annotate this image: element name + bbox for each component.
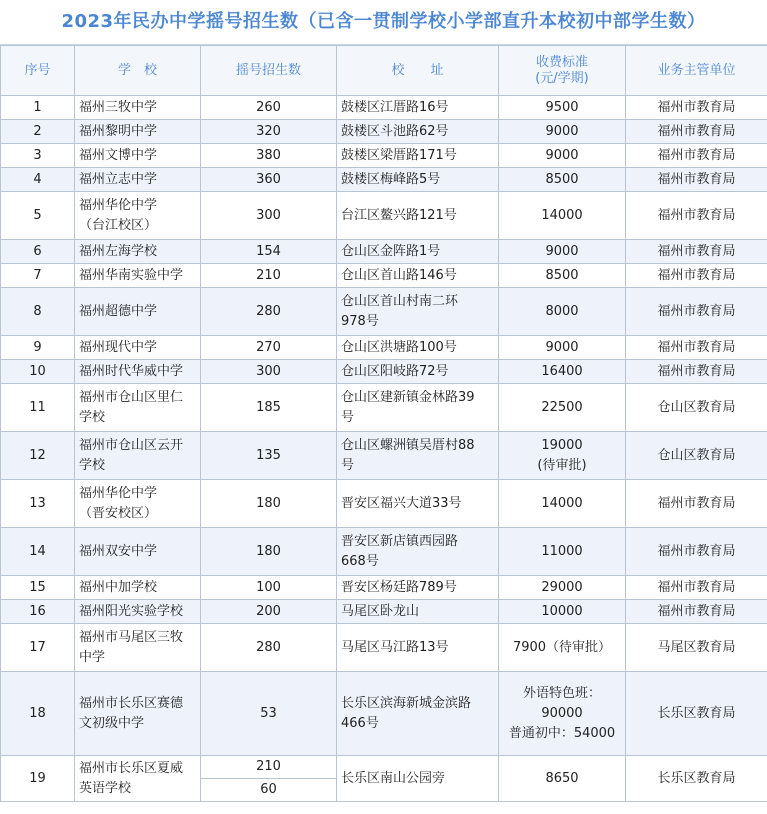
header-fee-line2: (元/学期) [535, 70, 589, 86]
header-school: 学 校 [75, 46, 201, 96]
cell-no: 6 [1, 240, 75, 264]
fee-line: 11000 [541, 543, 583, 559]
cell-quota: 185 [201, 384, 337, 432]
table-row [1, 756, 767, 779]
address-line: 仓山区金阵路1号 [341, 243, 441, 259]
cell-quota: 200 [201, 600, 337, 624]
cell-fee [499, 120, 626, 144]
school-line: 福州超德中学 [79, 303, 158, 319]
table-row [1, 240, 767, 264]
cell-quota: 210 [201, 264, 337, 288]
address-line: 长乐区滨海新城金滨路 [341, 695, 472, 711]
cell-quota: 60 [201, 779, 337, 802]
cell-fee [499, 336, 626, 360]
school-line: （台江校区） [79, 217, 158, 233]
cell-fee [499, 192, 626, 240]
fee-line: 22500 [541, 399, 583, 415]
address-line: 668号 [341, 553, 379, 569]
cell-address [337, 624, 499, 672]
cell-address: 长乐区南山公园旁 [337, 756, 499, 802]
address-line: 466号 [341, 715, 379, 731]
cell-fee [499, 600, 626, 624]
cell-authority: 福州市教育局 [626, 192, 767, 240]
cell-school [75, 528, 201, 576]
cell-fee [499, 384, 626, 432]
cell-quota: 180 [201, 528, 337, 576]
cell-quota: 100 [201, 576, 337, 600]
school-line: 福州三牧中学 [79, 99, 158, 115]
cell-school [75, 144, 201, 168]
cell-school [75, 576, 201, 600]
cell-authority: 福州市教育局 [626, 288, 767, 336]
school-line: 福州市长乐区夏威 [79, 760, 184, 776]
fee-line: (待审批) [537, 457, 587, 473]
address-line: 仓山区首山路146号 [341, 267, 457, 283]
school-line: 福州华南实验中学 [79, 267, 184, 283]
cell-school [75, 192, 201, 240]
table-row [1, 480, 767, 528]
table-row [1, 576, 767, 600]
school-line: 福州文博中学 [79, 147, 158, 163]
school-line: 中学 [79, 649, 106, 665]
address-line: 鼓楼区梁厝路171号 [341, 147, 457, 163]
cell-quota: 53 [201, 672, 337, 756]
cell-school [75, 756, 201, 802]
address-line: 马尾区卧龙山 [341, 603, 420, 619]
cell-fee [499, 672, 626, 756]
cell-address [337, 360, 499, 384]
cell-quota: 270 [201, 336, 337, 360]
address-line: 台江区鳌兴路121号 [341, 207, 457, 223]
cell-address [337, 288, 499, 336]
fee-line: 10000 [541, 603, 583, 619]
cell-address [337, 384, 499, 432]
school-line: 福州左海学校 [79, 243, 158, 259]
cell-fee [499, 288, 626, 336]
address-line: 马尾区马江路13号 [341, 639, 449, 655]
cell-school [75, 336, 201, 360]
table-row [1, 672, 767, 756]
school-line: 福州黎明中学 [79, 123, 158, 139]
cell-no: 12 [1, 432, 75, 480]
school-line: 福州阳光实验学校 [79, 603, 184, 619]
school-line: 福州市仓山区里仁 [79, 389, 184, 405]
cell-authority: 福州市教育局 [626, 600, 767, 624]
cell-no: 2 [1, 120, 75, 144]
cell-quota: 210 [201, 756, 337, 779]
cell-fee [499, 576, 626, 600]
fee-line: 8000 [545, 303, 579, 319]
school-line: 福州现代中学 [79, 339, 158, 355]
cell-school [75, 384, 201, 432]
cell-authority: 长乐区教育局 [626, 672, 767, 756]
header-authority: 业务主管单位 [626, 46, 767, 96]
cell-authority: 福州市教育局 [626, 240, 767, 264]
cell-quota: 154 [201, 240, 337, 264]
cell-authority: 福州市教育局 [626, 360, 767, 384]
cell-quota: 280 [201, 624, 337, 672]
table-row [1, 288, 767, 336]
cell-authority: 仓山区教育局 [626, 432, 767, 480]
school-line: 英语学校 [79, 780, 132, 796]
cell-address [337, 432, 499, 480]
cell-authority: 仓山区教育局 [626, 384, 767, 432]
cell-authority: 长乐区教育局 [626, 756, 767, 802]
cell-fee [499, 144, 626, 168]
cell-quota: 380 [201, 144, 337, 168]
cell-address [337, 192, 499, 240]
cell-school [75, 600, 201, 624]
table-row [1, 96, 767, 120]
address-line: 仓山区建新镇金林路39 [341, 389, 475, 405]
table-row [1, 120, 767, 144]
fee-line: 普通初中：54000 [508, 725, 616, 741]
cell-school [75, 480, 201, 528]
school-line: 福州华伦中学 [79, 197, 158, 213]
cell-no: 19 [1, 756, 75, 802]
cell-quota: 360 [201, 168, 337, 192]
address-line: 仓山区阳岐路72号 [341, 363, 449, 379]
school-line: 学校 [79, 457, 106, 473]
fee-line: 9000 [545, 123, 579, 139]
fee-line: 9000 [545, 243, 579, 259]
school-line: 文初级中学 [79, 715, 145, 731]
cell-no: 18 [1, 672, 75, 756]
header-fee [499, 46, 626, 96]
cell-no: 3 [1, 144, 75, 168]
cell-no: 8 [1, 288, 75, 336]
cell-quota: 280 [201, 288, 337, 336]
cell-address [337, 120, 499, 144]
cell-no: 4 [1, 168, 75, 192]
table-row [1, 624, 767, 672]
page-title: 2023年民办中学摇号招生数（已含一贯制学校小学部直升本校初中部学生数） [0, 0, 767, 45]
cell-address [337, 336, 499, 360]
cell-fee [499, 480, 626, 528]
address-line: 号 [341, 457, 355, 473]
cell-school [75, 168, 201, 192]
address-line: 晋安区杨廷路789号 [341, 579, 457, 595]
header-quota: 摇号招生数 [201, 46, 337, 96]
header-fee-line1: 收费标准 [535, 54, 588, 70]
cell-address [337, 672, 499, 756]
cell-school [75, 672, 201, 756]
table-row [1, 168, 767, 192]
cell-fee [499, 360, 626, 384]
cell-no: 16 [1, 600, 75, 624]
fee-line: 29000 [541, 579, 583, 595]
school-line: 福州市长乐区赛德 [79, 695, 184, 711]
cell-address [337, 264, 499, 288]
cell-fee [499, 528, 626, 576]
school-line: 福州市仓山区云开 [79, 437, 184, 453]
cell-authority: 福州市教育局 [626, 168, 767, 192]
table-row [1, 336, 767, 360]
address-line: 晋安区福兴大道33号 [341, 495, 462, 511]
fee-line: 外语特色班： [522, 685, 601, 701]
cell-fee [499, 168, 626, 192]
table-header-row [1, 46, 767, 96]
table-row [1, 144, 767, 168]
cell-authority: 福州市教育局 [626, 336, 767, 360]
table-row [1, 432, 767, 480]
table-row [1, 192, 767, 240]
header-address: 校 址 [337, 46, 499, 96]
cell-address [337, 576, 499, 600]
cell-authority: 福州市教育局 [626, 120, 767, 144]
table-row [1, 528, 767, 576]
cell-school [75, 240, 201, 264]
fee-line: 16400 [541, 363, 583, 379]
school-line: 福州中加学校 [79, 579, 158, 595]
cell-address [337, 240, 499, 264]
school-line: 福州时代华威中学 [79, 363, 184, 379]
cell-no: 1 [1, 96, 75, 120]
school-line: （晋安校区） [79, 505, 158, 521]
address-line: 号 [341, 409, 355, 425]
school-line: 福州双安中学 [79, 543, 158, 559]
cell-school [75, 120, 201, 144]
address-line: 鼓楼区斗池路62号 [341, 123, 449, 139]
cell-quota: 260 [201, 96, 337, 120]
cell-school [75, 624, 201, 672]
cell-school [75, 96, 201, 120]
cell-address [337, 480, 499, 528]
enrollment-table [0, 45, 767, 802]
cell-quota: 300 [201, 192, 337, 240]
fee-line: 7900（待审批） [512, 639, 612, 655]
cell-no: 13 [1, 480, 75, 528]
cell-fee [499, 624, 626, 672]
table-row [1, 360, 767, 384]
cell-fee [499, 96, 626, 120]
school-line: 福州立志中学 [79, 171, 158, 187]
fee-line: 14000 [541, 495, 583, 511]
fee-line: 8500 [545, 267, 579, 283]
cell-school [75, 264, 201, 288]
fee-line: 90000 [541, 705, 583, 721]
cell-no: 10 [1, 360, 75, 384]
header-no: 序号 [1, 46, 75, 96]
fee-line: 9000 [545, 339, 579, 355]
cell-quota: 300 [201, 360, 337, 384]
fee-line: 8500 [545, 171, 579, 187]
cell-authority: 马尾区教育局 [626, 624, 767, 672]
fee-line: 14000 [541, 207, 583, 223]
cell-authority: 福州市教育局 [626, 96, 767, 120]
cell-no: 15 [1, 576, 75, 600]
school-line: 福州华伦中学 [79, 485, 158, 501]
cell-no: 5 [1, 192, 75, 240]
table-row [1, 384, 767, 432]
address-line: 仓山区螺洲镇吴厝村88 [341, 437, 475, 453]
cell-quota: 135 [201, 432, 337, 480]
cell-fee: 8650 [499, 756, 626, 802]
cell-authority: 福州市教育局 [626, 144, 767, 168]
cell-address [337, 144, 499, 168]
cell-school [75, 360, 201, 384]
address-line: 鼓楼区江厝路16号 [341, 99, 449, 115]
cell-address [337, 528, 499, 576]
address-line: 978号 [341, 313, 379, 329]
cell-no: 7 [1, 264, 75, 288]
cell-address [337, 168, 499, 192]
cell-no: 14 [1, 528, 75, 576]
cell-fee [499, 264, 626, 288]
table-row [1, 600, 767, 624]
cell-authority: 福州市教育局 [626, 480, 767, 528]
school-line: 学校 [79, 409, 106, 425]
cell-school [75, 288, 201, 336]
fee-line: 19000 [541, 437, 583, 453]
cell-fee [499, 432, 626, 480]
cell-no: 11 [1, 384, 75, 432]
cell-school [75, 432, 201, 480]
cell-fee [499, 240, 626, 264]
cell-quota: 320 [201, 120, 337, 144]
address-line: 晋安区新店镇西园路 [341, 533, 459, 549]
address-line: 仓山区首山村南二环 [341, 293, 459, 309]
cell-no: 17 [1, 624, 75, 672]
cell-quota: 180 [201, 480, 337, 528]
school-line: 福州市马尾区三牧 [79, 629, 184, 645]
cell-address [337, 96, 499, 120]
cell-authority: 福州市教育局 [626, 264, 767, 288]
cell-no: 9 [1, 336, 75, 360]
address-line: 鼓楼区梅峰路5号 [341, 171, 441, 187]
cell-authority: 福州市教育局 [626, 528, 767, 576]
fee-line: 9000 [545, 147, 579, 163]
address-line: 仓山区洪塘路100号 [341, 339, 457, 355]
cell-authority: 福州市教育局 [626, 576, 767, 600]
fee-line: 9500 [545, 99, 579, 115]
table-row [1, 264, 767, 288]
cell-address [337, 600, 499, 624]
